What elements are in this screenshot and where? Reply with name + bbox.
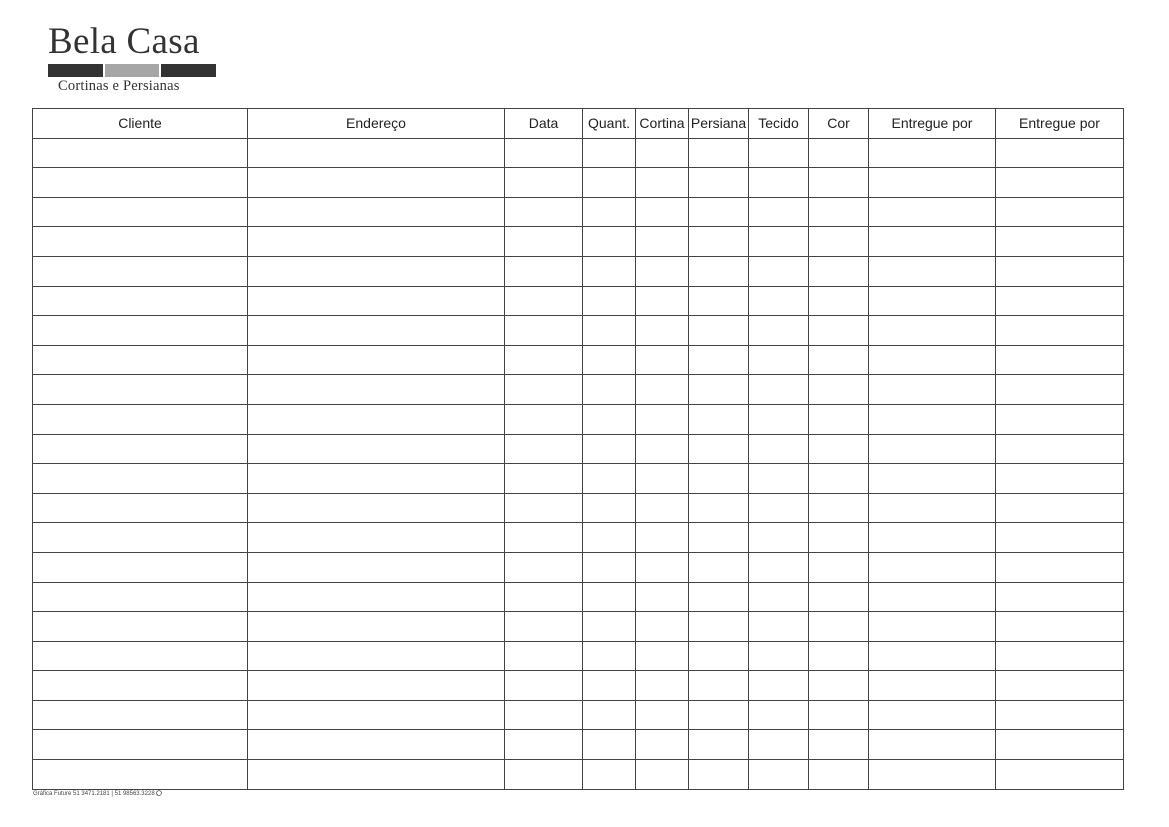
table-cell bbox=[869, 316, 996, 346]
table-cell bbox=[248, 316, 505, 346]
table-cell bbox=[33, 552, 248, 582]
table-cell bbox=[33, 582, 248, 612]
table-cell bbox=[505, 345, 583, 375]
table-cell bbox=[583, 493, 636, 523]
table-cell bbox=[33, 434, 248, 464]
table-cell bbox=[689, 197, 749, 227]
table-cell bbox=[505, 286, 583, 316]
table-cell bbox=[636, 168, 689, 198]
table-cell bbox=[33, 641, 248, 671]
table-cell bbox=[505, 552, 583, 582]
table-cell bbox=[996, 168, 1124, 198]
whatsapp-icon bbox=[156, 791, 162, 797]
table-cell bbox=[809, 138, 869, 168]
table-cell bbox=[636, 641, 689, 671]
table-cell bbox=[869, 582, 996, 612]
table-row bbox=[33, 464, 1124, 494]
table-cell bbox=[248, 730, 505, 760]
brand-tagline: Cortinas e Persianas bbox=[58, 78, 180, 94]
table-cell bbox=[636, 464, 689, 494]
table-cell bbox=[583, 138, 636, 168]
table-cell bbox=[636, 552, 689, 582]
table-cell bbox=[505, 375, 583, 405]
brand-name: Bela Casa bbox=[48, 21, 200, 62]
table-cell bbox=[749, 286, 809, 316]
logo-bar-middle bbox=[105, 64, 160, 77]
logo-bars bbox=[48, 64, 216, 77]
table-row bbox=[33, 286, 1124, 316]
table-cell bbox=[749, 256, 809, 286]
table-cell bbox=[583, 671, 636, 701]
table-cell bbox=[505, 582, 583, 612]
order-table bbox=[32, 108, 1124, 790]
brand-logo bbox=[48, 22, 216, 95]
table-cell bbox=[636, 700, 689, 730]
table-row bbox=[33, 700, 1124, 730]
column-header-persiana: Persiana bbox=[689, 109, 749, 139]
table-cell bbox=[996, 375, 1124, 405]
table-cell bbox=[809, 730, 869, 760]
table-cell bbox=[869, 464, 996, 494]
table-cell bbox=[749, 700, 809, 730]
table-row bbox=[33, 197, 1124, 227]
table-cell bbox=[869, 730, 996, 760]
column-header-cor: Cor bbox=[809, 109, 869, 139]
table-row bbox=[33, 582, 1124, 612]
table-cell bbox=[689, 612, 749, 642]
table-cell bbox=[869, 671, 996, 701]
table-cell bbox=[248, 641, 505, 671]
table-row bbox=[33, 227, 1124, 257]
table-cell bbox=[996, 760, 1124, 790]
table-cell bbox=[636, 286, 689, 316]
table-cell bbox=[505, 612, 583, 642]
table-cell bbox=[689, 138, 749, 168]
table-cell bbox=[505, 197, 583, 227]
table-cell bbox=[996, 582, 1124, 612]
table-cell bbox=[33, 730, 248, 760]
table-cell bbox=[749, 493, 809, 523]
column-header-quant: Quant. bbox=[583, 109, 636, 139]
table-cell bbox=[809, 375, 869, 405]
table-cell bbox=[749, 523, 809, 553]
table-cell bbox=[583, 760, 636, 790]
table-row bbox=[33, 641, 1124, 671]
table-cell bbox=[583, 256, 636, 286]
table-cell bbox=[996, 345, 1124, 375]
table-cell bbox=[749, 552, 809, 582]
table-cell bbox=[505, 671, 583, 701]
table-cell bbox=[583, 227, 636, 257]
table-cell bbox=[248, 138, 505, 168]
table-row bbox=[33, 375, 1124, 405]
table-cell bbox=[996, 671, 1124, 701]
table-cell bbox=[869, 197, 996, 227]
table-cell bbox=[809, 700, 869, 730]
table-cell bbox=[636, 612, 689, 642]
table-cell bbox=[505, 138, 583, 168]
table-cell bbox=[689, 345, 749, 375]
table-cell bbox=[248, 671, 505, 701]
table-cell bbox=[749, 760, 809, 790]
table-cell bbox=[33, 464, 248, 494]
table-cell bbox=[33, 286, 248, 316]
table-cell bbox=[636, 227, 689, 257]
table-cell bbox=[809, 464, 869, 494]
table-row bbox=[33, 168, 1124, 198]
table-cell bbox=[869, 256, 996, 286]
table-cell bbox=[749, 434, 809, 464]
table-cell bbox=[248, 256, 505, 286]
table-cell bbox=[869, 138, 996, 168]
column-header-cortina: Cortina bbox=[636, 109, 689, 139]
table-cell bbox=[583, 375, 636, 405]
table-cell bbox=[749, 316, 809, 346]
table-cell bbox=[996, 286, 1124, 316]
logo-bar-left bbox=[48, 64, 103, 77]
table-cell bbox=[636, 493, 689, 523]
table-cell bbox=[248, 464, 505, 494]
printer-credit-text: Gráfica Future 51 3471.2181 | 51 98563.3228 bbox=[33, 791, 155, 797]
table-cell bbox=[869, 168, 996, 198]
table-cell bbox=[809, 671, 869, 701]
table-cell bbox=[689, 552, 749, 582]
table-cell bbox=[869, 700, 996, 730]
table-row bbox=[33, 730, 1124, 760]
table-cell bbox=[636, 730, 689, 760]
table-cell bbox=[33, 671, 248, 701]
table-cell bbox=[809, 168, 869, 198]
printer-credit bbox=[33, 790, 162, 797]
table-cell bbox=[749, 464, 809, 494]
table-cell bbox=[689, 671, 749, 701]
column-header-entregue-por-1: Entregue por bbox=[869, 109, 996, 139]
table-cell bbox=[996, 227, 1124, 257]
table-cell bbox=[248, 612, 505, 642]
table-cell bbox=[505, 493, 583, 523]
table-cell bbox=[636, 138, 689, 168]
table-cell bbox=[505, 730, 583, 760]
table-cell bbox=[869, 434, 996, 464]
table-row bbox=[33, 760, 1124, 790]
table-cell bbox=[636, 760, 689, 790]
table-cell bbox=[689, 375, 749, 405]
table-cell bbox=[636, 197, 689, 227]
table-cell bbox=[248, 434, 505, 464]
table-cell bbox=[248, 197, 505, 227]
logo-bar-right bbox=[161, 64, 216, 77]
table-cell bbox=[869, 760, 996, 790]
column-header-endereco: Endereço bbox=[248, 109, 505, 139]
table-cell bbox=[996, 256, 1124, 286]
table-cell bbox=[809, 552, 869, 582]
table-cell bbox=[996, 612, 1124, 642]
table-cell bbox=[505, 404, 583, 434]
table-cell bbox=[583, 700, 636, 730]
table-cell bbox=[636, 375, 689, 405]
table-cell bbox=[33, 523, 248, 553]
table-cell bbox=[689, 227, 749, 257]
table-cell bbox=[996, 138, 1124, 168]
table-cell bbox=[505, 523, 583, 553]
table-cell bbox=[809, 760, 869, 790]
table-cell bbox=[505, 256, 583, 286]
table-cell bbox=[689, 641, 749, 671]
table-cell bbox=[809, 345, 869, 375]
table-cell bbox=[505, 227, 583, 257]
table-cell bbox=[33, 700, 248, 730]
table-cell bbox=[33, 375, 248, 405]
table-cell bbox=[869, 286, 996, 316]
table-cell bbox=[689, 316, 749, 346]
table-cell bbox=[689, 464, 749, 494]
table-cell bbox=[33, 345, 248, 375]
table-cell bbox=[809, 256, 869, 286]
table-cell bbox=[505, 700, 583, 730]
table-cell bbox=[869, 227, 996, 257]
table-row bbox=[33, 256, 1124, 286]
table-cell bbox=[33, 227, 248, 257]
table-row bbox=[33, 671, 1124, 701]
table-cell bbox=[248, 168, 505, 198]
table-cell bbox=[749, 168, 809, 198]
table-cell bbox=[749, 404, 809, 434]
table-cell bbox=[809, 434, 869, 464]
table-cell bbox=[869, 641, 996, 671]
table-cell bbox=[583, 523, 636, 553]
table-cell bbox=[689, 582, 749, 612]
table-cell bbox=[636, 523, 689, 553]
table-cell bbox=[248, 286, 505, 316]
table-cell bbox=[996, 641, 1124, 671]
table-cell bbox=[583, 464, 636, 494]
table-cell bbox=[248, 523, 505, 553]
table-cell bbox=[809, 316, 869, 346]
table-cell bbox=[809, 612, 869, 642]
table-cell bbox=[689, 434, 749, 464]
table-cell bbox=[749, 197, 809, 227]
table-row bbox=[33, 138, 1124, 168]
table-cell bbox=[689, 286, 749, 316]
column-header-cliente: Cliente bbox=[33, 109, 248, 139]
table-cell bbox=[636, 434, 689, 464]
table-cell bbox=[248, 227, 505, 257]
table-row bbox=[33, 345, 1124, 375]
table-cell bbox=[505, 464, 583, 494]
table-cell bbox=[996, 316, 1124, 346]
table-cell bbox=[583, 582, 636, 612]
table-cell bbox=[809, 404, 869, 434]
table-cell bbox=[33, 256, 248, 286]
table-cell bbox=[749, 227, 809, 257]
table-cell bbox=[689, 493, 749, 523]
table-cell bbox=[809, 197, 869, 227]
table-cell bbox=[869, 404, 996, 434]
table-cell bbox=[996, 404, 1124, 434]
table-cell bbox=[749, 345, 809, 375]
table-cell bbox=[248, 760, 505, 790]
table-cell bbox=[505, 760, 583, 790]
table-cell bbox=[869, 493, 996, 523]
column-header-entregue-por-2: Entregue por bbox=[996, 109, 1124, 139]
table-cell bbox=[248, 700, 505, 730]
table-cell bbox=[689, 404, 749, 434]
table-cell bbox=[248, 375, 505, 405]
table-cell bbox=[583, 316, 636, 346]
table-cell bbox=[583, 730, 636, 760]
table-cell bbox=[996, 493, 1124, 523]
table-cell bbox=[248, 582, 505, 612]
table-cell bbox=[689, 730, 749, 760]
table-cell bbox=[869, 523, 996, 553]
table-row bbox=[33, 316, 1124, 346]
table-cell bbox=[583, 404, 636, 434]
table-cell bbox=[689, 760, 749, 790]
table-cell bbox=[33, 316, 248, 346]
table-cell bbox=[636, 316, 689, 346]
table-cell bbox=[869, 345, 996, 375]
table-cell bbox=[996, 523, 1124, 553]
table-cell bbox=[809, 227, 869, 257]
table-row bbox=[33, 493, 1124, 523]
table-cell bbox=[583, 434, 636, 464]
table-body bbox=[33, 138, 1124, 789]
table-cell bbox=[636, 404, 689, 434]
table-header-row bbox=[33, 109, 1124, 139]
table-cell bbox=[583, 168, 636, 198]
table-cell bbox=[689, 256, 749, 286]
table-row bbox=[33, 523, 1124, 553]
table-cell bbox=[636, 671, 689, 701]
table-cell bbox=[996, 730, 1124, 760]
table-cell bbox=[505, 168, 583, 198]
table-cell bbox=[689, 700, 749, 730]
table-cell bbox=[996, 464, 1124, 494]
table-cell bbox=[33, 760, 248, 790]
table-cell bbox=[809, 286, 869, 316]
table-cell bbox=[869, 552, 996, 582]
table-cell bbox=[869, 612, 996, 642]
table-cell bbox=[996, 700, 1124, 730]
table-cell bbox=[583, 641, 636, 671]
table-cell bbox=[248, 552, 505, 582]
table-cell bbox=[248, 345, 505, 375]
table-cell bbox=[996, 552, 1124, 582]
column-header-data: Data bbox=[505, 109, 583, 139]
table-cell bbox=[505, 641, 583, 671]
table-row bbox=[33, 434, 1124, 464]
table-cell bbox=[749, 582, 809, 612]
table-cell bbox=[869, 375, 996, 405]
table-cell bbox=[33, 168, 248, 198]
table-cell bbox=[809, 523, 869, 553]
table-cell bbox=[583, 552, 636, 582]
table-cell bbox=[809, 582, 869, 612]
table-cell bbox=[809, 641, 869, 671]
table-cell bbox=[636, 345, 689, 375]
table-cell bbox=[583, 612, 636, 642]
table-cell bbox=[809, 493, 869, 523]
table-cell bbox=[33, 612, 248, 642]
table-cell bbox=[749, 612, 809, 642]
table-cell bbox=[33, 404, 248, 434]
table-cell bbox=[248, 404, 505, 434]
table-cell bbox=[583, 345, 636, 375]
table-cell bbox=[996, 434, 1124, 464]
table-cell bbox=[505, 316, 583, 346]
table-cell bbox=[636, 582, 689, 612]
table-cell bbox=[583, 286, 636, 316]
table-row bbox=[33, 552, 1124, 582]
table-cell bbox=[749, 375, 809, 405]
table-cell bbox=[505, 434, 583, 464]
table-cell bbox=[689, 168, 749, 198]
table-cell bbox=[996, 197, 1124, 227]
table-cell bbox=[583, 197, 636, 227]
table-cell bbox=[33, 138, 248, 168]
table-cell bbox=[248, 493, 505, 523]
table-cell bbox=[689, 523, 749, 553]
table-cell bbox=[749, 641, 809, 671]
table-cell bbox=[33, 493, 248, 523]
table-row bbox=[33, 612, 1124, 642]
table-cell bbox=[749, 138, 809, 168]
table-cell bbox=[749, 671, 809, 701]
table-cell bbox=[636, 256, 689, 286]
table-row bbox=[33, 404, 1124, 434]
table-cell bbox=[33, 197, 248, 227]
column-header-tecido: Tecido bbox=[749, 109, 809, 139]
table-cell bbox=[749, 730, 809, 760]
